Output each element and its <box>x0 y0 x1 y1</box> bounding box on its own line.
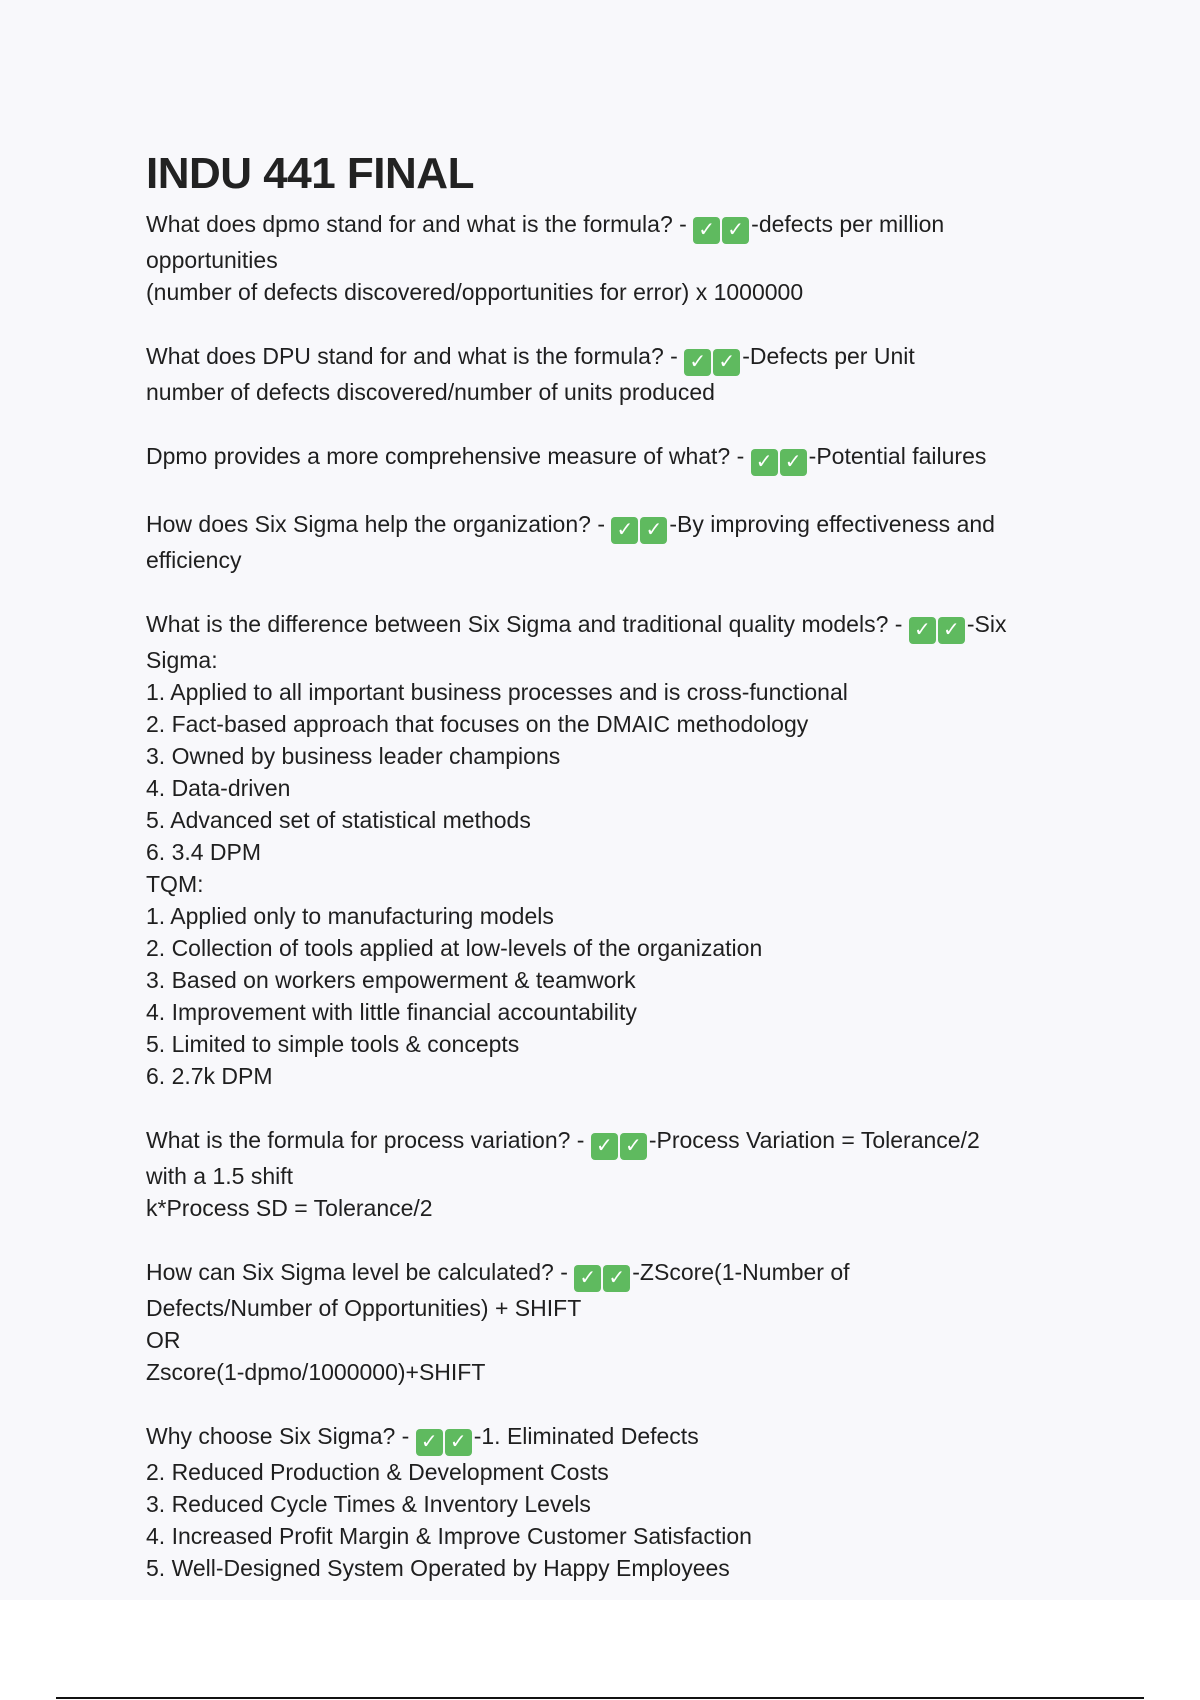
question-text: Why choose Six Sigma? - <box>146 1423 416 1449</box>
answer-text: -By improving effectiveness and <box>669 511 995 537</box>
check-mark-icon: ✓ <box>591 1133 618 1160</box>
question-text: What is the formula for process variation? - <box>146 1127 591 1153</box>
answer-text: -1. Eliminated Defects <box>473 1423 699 1449</box>
qa-first-line <box>146 340 1076 376</box>
answer-text: -Process Variation = Tolerance/2 <box>648 1127 980 1153</box>
answer-line: (number of defects discovered/opportunities for error) x 1000000 <box>146 279 804 305</box>
check-mark-icon: ✓ <box>713 349 740 376</box>
answer-line: 3. Based on workers empowerment & teamwork <box>146 967 636 993</box>
check-mark-icon: ✓ <box>416 1429 443 1456</box>
answer-line: 6. 2.7k DPM <box>146 1063 273 1089</box>
answer-line: number of defects discovered/number of units produced <box>146 379 715 405</box>
qa-card <box>146 440 1076 476</box>
answer-line: TQM: <box>146 871 204 897</box>
qa-card <box>146 1256 1076 1388</box>
answer-line: 3. Reduced Cycle Times & Inventory Levels <box>146 1491 591 1517</box>
qa-card <box>146 1420 1076 1584</box>
answer-text: -defects per million <box>751 211 945 237</box>
check-mark-icon: ✓ <box>445 1429 472 1456</box>
check-mark-icon: ✓ <box>620 1133 647 1160</box>
check-mark-icon: ✓ <box>603 1265 630 1292</box>
answer-line: 4. Increased Profit Margin & Improve Customer Satisfaction <box>146 1523 752 1549</box>
answer-line: 2. Fact-based approach that focuses on the DMAIC methodology <box>146 711 809 737</box>
document-title: INDU 441 FINAL <box>146 149 474 198</box>
answer-line: OR <box>146 1327 181 1353</box>
answer-text: -ZScore(1-Number of <box>632 1259 850 1285</box>
answer-line: 2. Reduced Production & Development Costs <box>146 1459 609 1485</box>
check-mark-icon: ✓ <box>574 1265 601 1292</box>
qa-first-line <box>146 208 1076 244</box>
check-mark-icon: ✓ <box>909 617 936 644</box>
answer-line: with a 1.5 shift <box>146 1163 294 1189</box>
check-mark-icon: ✓ <box>611 517 638 544</box>
answer-line: Defects/Number of Opportunities) + SHIFT <box>146 1295 582 1321</box>
answer-line: efficiency <box>146 547 242 573</box>
qa-card <box>146 208 1076 308</box>
answer-line: 5. Well-Designed System Operated by Happy Employees <box>146 1555 730 1581</box>
question-text: What does DPU stand for and what is the formula? - <box>146 343 685 369</box>
question-text: How does Six Sigma help the organization? - <box>146 511 612 537</box>
answer-line: 6. 3.4 DPM <box>146 839 262 865</box>
check-mark-icon: ✓ <box>938 617 965 644</box>
answer-line: 1. Applied only to manufacturing models <box>146 903 554 929</box>
question-text: What is the difference between Six Sigma and traditional quality models? - <box>146 611 909 637</box>
qa-first-line <box>146 608 1076 644</box>
answer-line: 1. Applied to all important business processes and is cross-functional <box>146 679 848 705</box>
qa-first-line <box>146 508 1076 544</box>
answer-line: opportunities <box>146 247 278 273</box>
question-text: What does dpmo stand for and what is the formula? - <box>146 211 694 237</box>
answer-line: 5. Limited to simple tools & concepts <box>146 1031 520 1057</box>
check-mark-icon: ✓ <box>640 517 667 544</box>
answer-line: 4. Improvement with little financial accountability <box>146 999 637 1025</box>
answer-text: -Potential failures <box>808 443 987 469</box>
question-text: Dpmo provides a more comprehensive measure of what? - <box>146 443 751 469</box>
footer-divider <box>56 1697 1144 1699</box>
answer-line: 3. Owned by business leader champions <box>146 743 561 769</box>
answer-line: 2. Collection of tools applied at low-levels of the organization <box>146 935 763 961</box>
qa-card <box>146 340 1076 408</box>
check-mark-icon: ✓ <box>722 217 749 244</box>
answer-line: Sigma: <box>146 647 218 673</box>
answer-line: 5. Advanced set of statistical methods <box>146 807 531 833</box>
qa-first-line <box>146 1256 1076 1292</box>
answer-text: -Defects per Unit <box>742 343 915 369</box>
answer-text: -Six <box>966 611 1007 637</box>
document-content <box>146 148 1076 1616</box>
answer-line: 4. Data-driven <box>146 775 291 801</box>
answer-line: Zscore(1-dpmo/1000000)+SHIFT <box>146 1359 486 1385</box>
qa-first-line <box>146 1420 1076 1456</box>
answer-line: k*Process SD = Tolerance/2 <box>146 1195 433 1221</box>
check-mark-icon: ✓ <box>693 217 720 244</box>
check-mark-icon: ✓ <box>780 449 807 476</box>
check-mark-icon: ✓ <box>684 349 711 376</box>
qa-card <box>146 608 1076 1092</box>
qa-first-line <box>146 1124 1076 1160</box>
qa-first-line <box>146 440 1076 476</box>
qa-list <box>146 208 1076 1584</box>
qa-card <box>146 1124 1076 1224</box>
question-text: How can Six Sigma level be calculated? - <box>146 1259 575 1285</box>
check-mark-icon: ✓ <box>751 449 778 476</box>
qa-card <box>146 508 1076 576</box>
